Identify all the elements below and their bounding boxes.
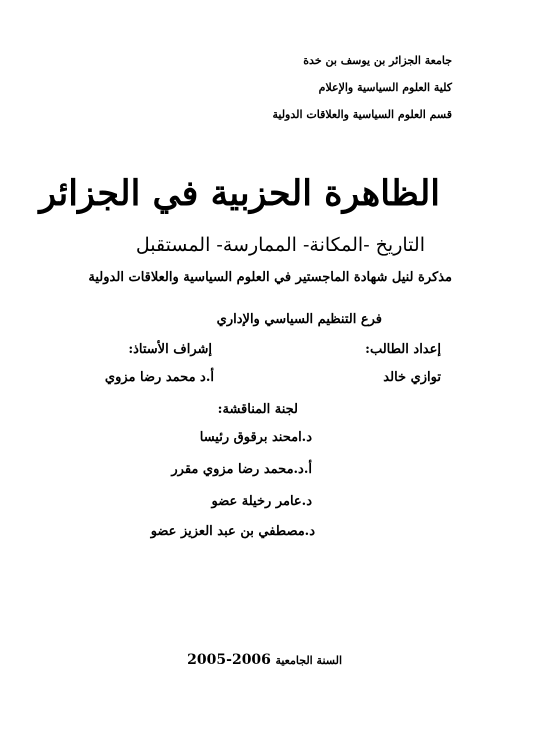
- committee-label: لجنة المناقشة:: [217, 402, 298, 417]
- committee-member: د.مصطفي بن عبد العزيز عضو: [150, 524, 315, 539]
- supervised-by-label: إشراف الأستاذ:: [128, 342, 212, 357]
- thesis-subtitle: التاريخ -المكانة- الممارسة- المستقبل: [135, 234, 425, 256]
- faculty-name: كلية العلوم السياسية والإعلام: [318, 81, 452, 94]
- thesis-title: الظاهرة الحزبية في الجزائر: [39, 173, 440, 214]
- academic-year-value: 2005-2006: [187, 652, 271, 668]
- supervisor-name: أ.د محمد رضا مزوي: [104, 370, 214, 385]
- branch-name: فرع التنظيم السياسي والإداري: [216, 312, 382, 327]
- department-name: قسم العلوم السياسية والعلاقات الدولية: [272, 108, 452, 121]
- degree-statement: مذكرة لنيل شهادة الماجستير في العلوم السياسية والعلاقات الدولية: [88, 270, 452, 285]
- committee-member: أ.د.محمد رضا مزوي مقرر: [171, 462, 312, 477]
- student-name: توازي خالد: [383, 370, 441, 385]
- university-name: جامعة الجزائر بن يوسف بن خدة: [303, 54, 452, 67]
- academic-year: [187, 652, 342, 668]
- committee-member: د.عامر رخيلة عضو: [211, 494, 312, 509]
- committee-member: د.امحند برقوق رئيسا: [199, 430, 312, 445]
- prepared-by-label: إعداد الطالب:: [365, 342, 441, 357]
- academic-year-label: السنة الجامعية: [275, 654, 342, 667]
